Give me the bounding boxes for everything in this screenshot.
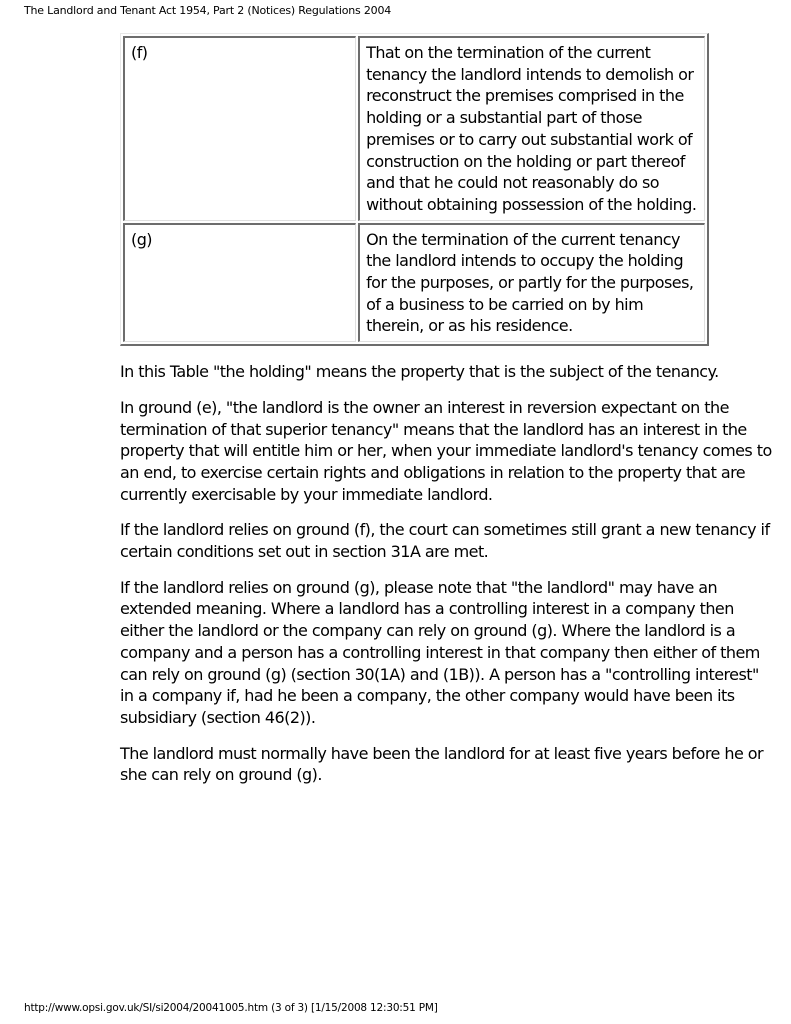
ground-description-cell: That on the termination of the current tenancy the landlord intends to demolish or reconstruct the premises comprised in the holding or a substantial part of those premises or to carry out substantial work of construction on the holding or part thereof and that he could not reasonably do so without obtaining possession of the holding. [358, 36, 705, 221]
ground-letter-cell: (g) [123, 223, 356, 343]
ground-description-cell: On the termination of the current tenancy the landlord intends to occupy the holding for the purposes, or partly for the purposes, of a business to be carried on by him therein, or as his residence. [358, 223, 705, 343]
document-body [120, 33, 775, 800]
paragraph-ground-f: If the landlord relies on ground (f), the court can sometimes still grant a new tenancy if certain conditions set out in section 31A are met. [120, 520, 770, 562]
table-row [123, 36, 705, 221]
ground-letter-cell: (f) [123, 36, 356, 221]
grounds-table [120, 33, 709, 346]
paragraph-ground-g-five-years: The landlord must normally have been the landlord for at least five years before he or she can rely on ground (g). [120, 743, 764, 785]
table-row [123, 223, 705, 343]
paragraph-holding-definition: In this Table "the holding" means the property that is the subject of the tenancy. [120, 362, 719, 382]
paragraph-ground-g-extended: If the landlord relies on ground (g), please note that "the landlord" may have an extended meaning. Where a landlord has a controlling interest in a company then either the landlord or the company can rely on ground (g). Where the landlord is a company and a person has a controlling interest in that company then either of them can rely on ground (g) (section 30(1A) and (1B)). A person has a "controlling interest" in a company if, had he been a company, the other company would have been its subsidiary (section 46(2)). [120, 577, 760, 727]
page-header: The Landlord and Tenant Act 1954, Part 2 (Notices) Regulations 2004 [24, 4, 392, 17]
paragraph-ground-e: In ground (e), "the landlord is the owner an interest in reversion expectant on the termination of that superior tenancy" means that the landlord has an interest in the property that will entitle him or her, when your immediate landlord's tenancy comes to an end, to exercise certain rights and obligations in relation to the property that are currently exercisable by your immediate landlord. [120, 397, 772, 504]
page-footer-url: http://www.opsi.gov.uk/SI/si2004/20041005.htm (3 of 3) [1/15/2008 12:30:51 PM] [24, 1002, 438, 1014]
